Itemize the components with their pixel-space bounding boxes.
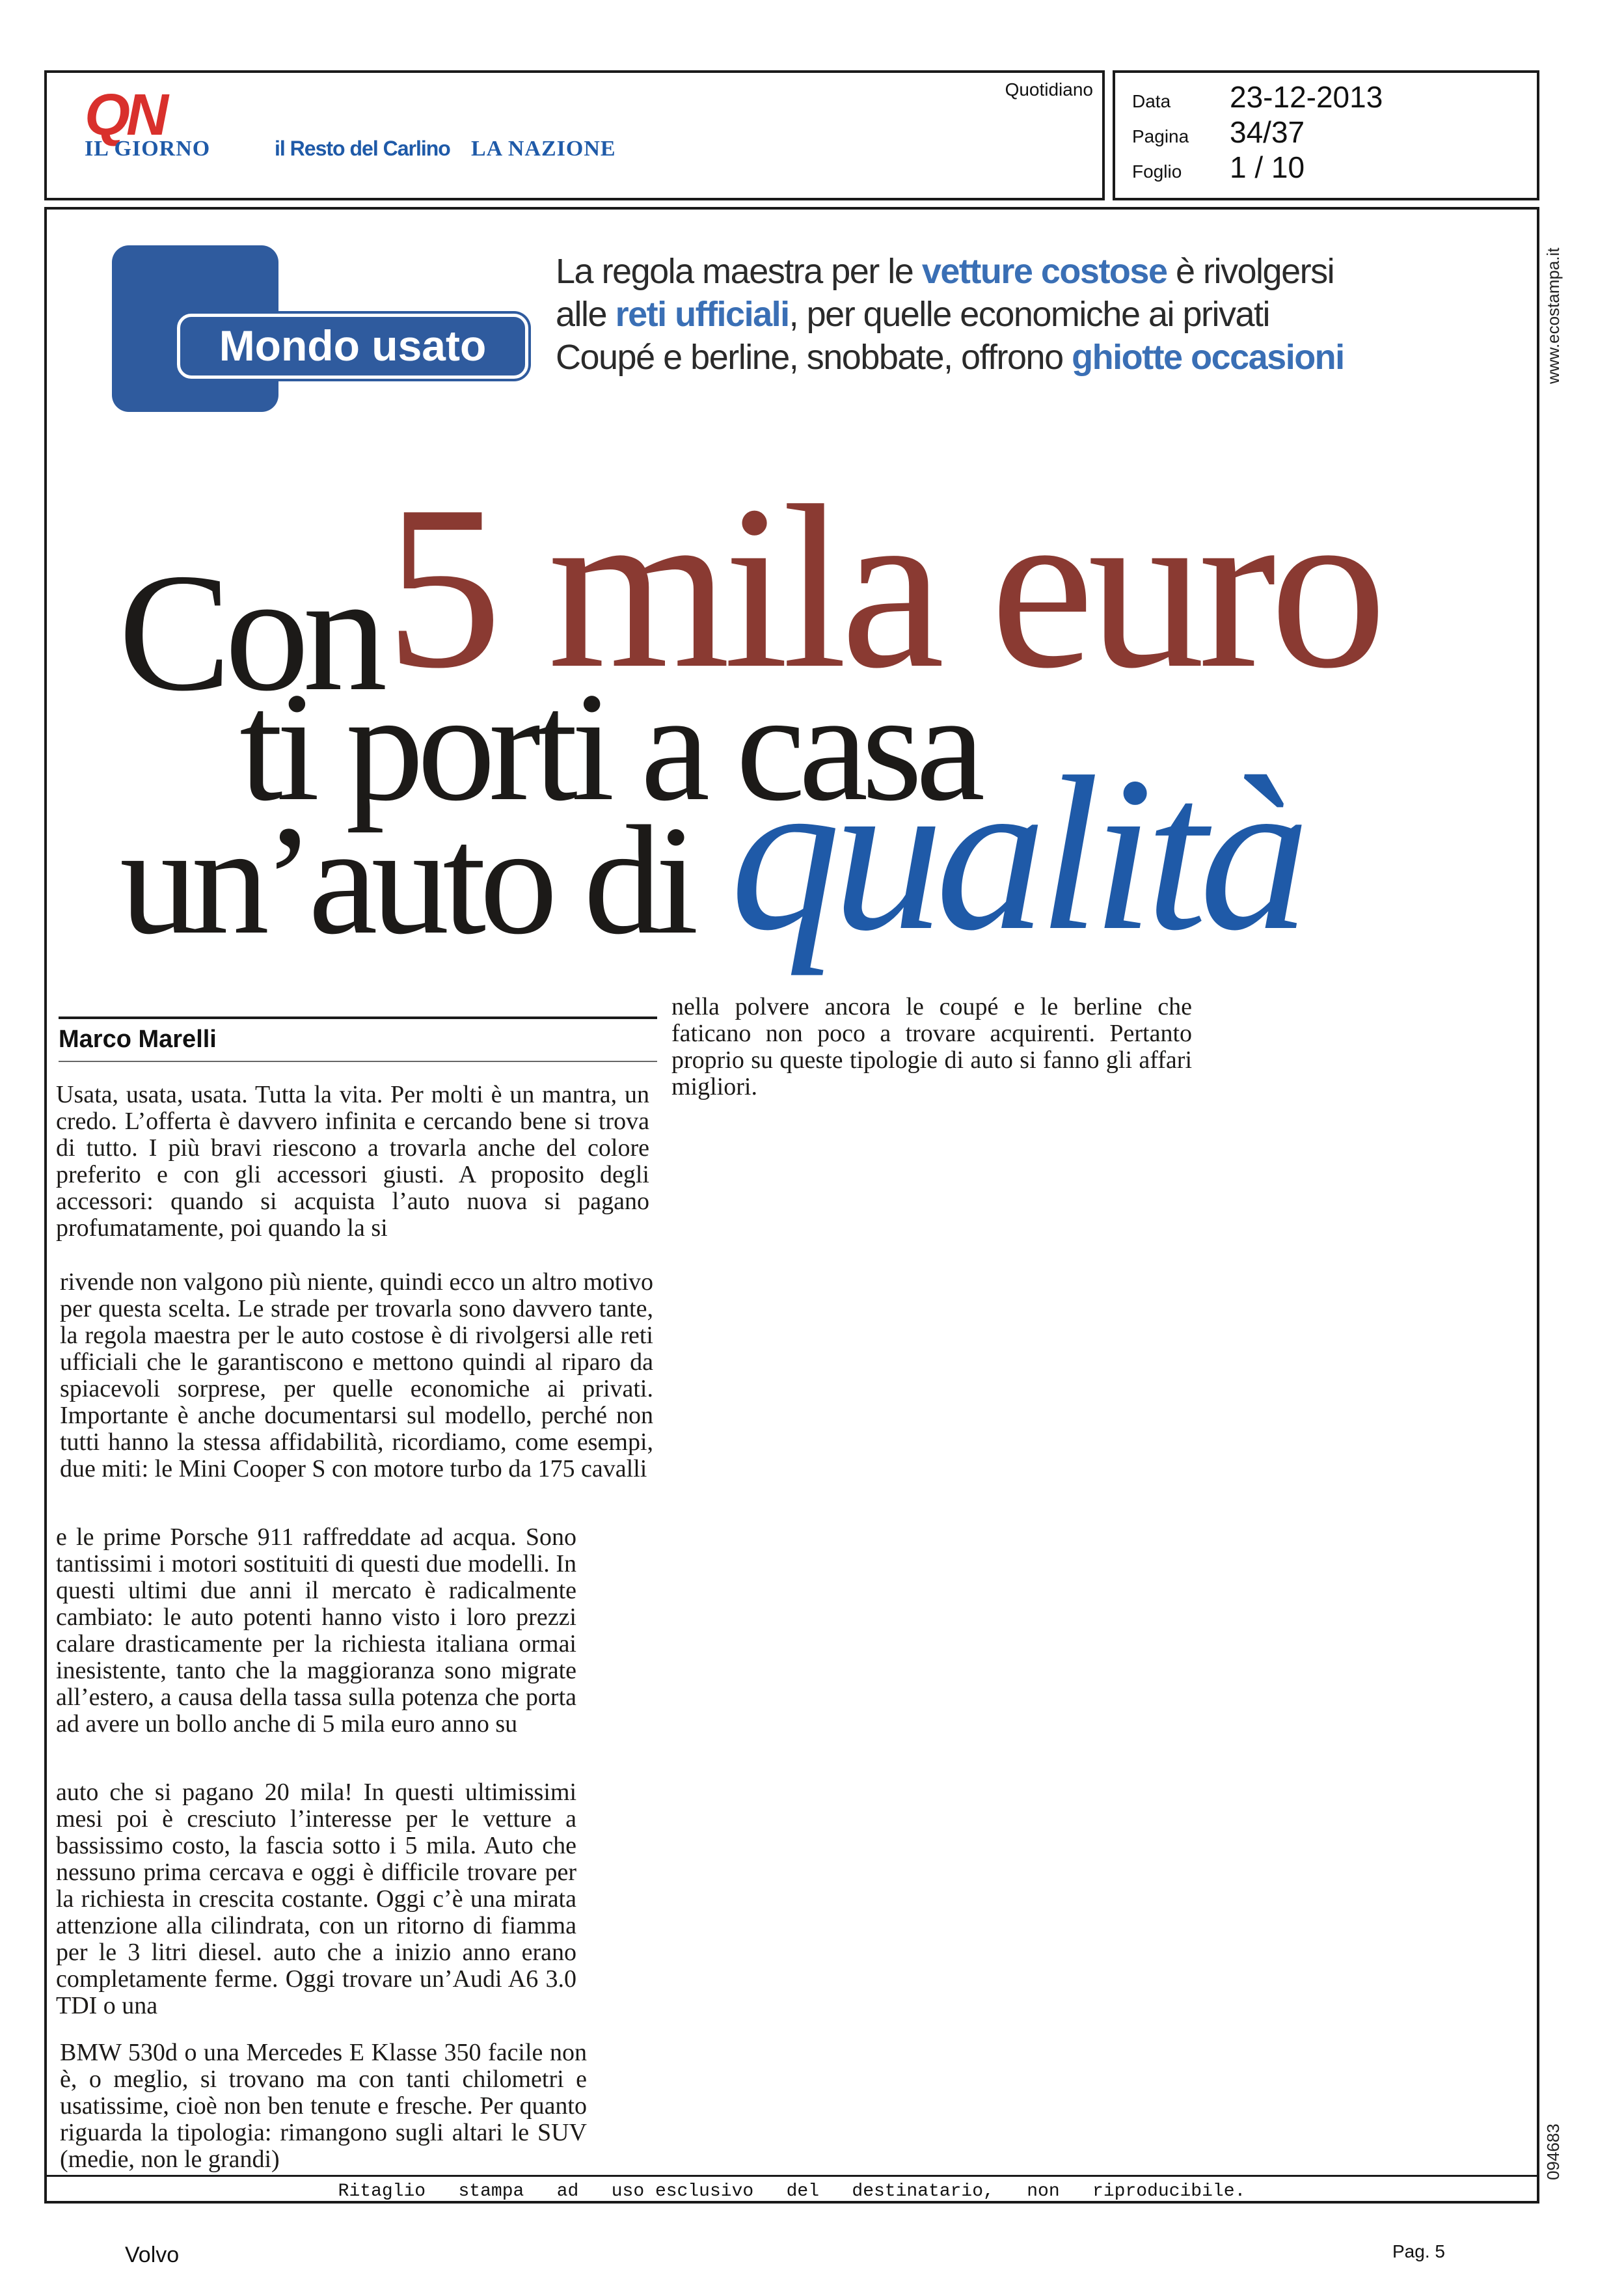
article-paragraph-2: rivende non valgono più niente, quindi ecco un altro motivo per questa scelta. Le strade per trovarla sono davvero tante, la regola maestra per le auto costose è di rivolgersi alle reti ufficiali che le garantiscono e mettono quindi al riparo da spiacevoli sorprese, per quelle economiche ai privati. Importante è anche documentarsi sul modello, perché non tutti hanno la stessa affidabilità, ricordiamo, come esempi, due miti: le Mini Cooper S con motore turbo da 175 cavalli	[60, 1268, 653, 1482]
reproduction-notice: Ritaglio stampa ad uso esclusivo del destinatario, non riproducibile.	[338, 2181, 1246, 2202]
side-code: 094683	[1543, 2123, 1563, 2180]
publication-il-giorno: IL GIORNO	[85, 137, 211, 161]
meta-page-label: Pagina	[1132, 126, 1189, 146]
headline-line-2: ti porti a casa	[239, 660, 979, 833]
article-paragraph-5: BMW 530d o una Mercedes E Klasse 350 facile non è, o meglio, si trovano ma con tanti chilometri e usatissime, cioè non ben tenute e fresche. Per quanto riguarda la tipologia: rimangono sugli altari le SUV (medie, non le grandi)	[60, 2039, 587, 2173]
qn-logo: QN	[85, 83, 165, 148]
subtitle-line-3: Coupé e berline, snobbate, offrono ghiotte occasioni	[556, 338, 1344, 377]
article-box	[44, 207, 1539, 2204]
side-website: www.ecostampa.it	[1543, 247, 1563, 384]
article-paragraph-4: auto che si pagano 20 mila! In questi ultimissimi mesi poi è cresciuto l’interesse per le vetture a bassissimo costo, la fascia sotto i 5 mila. Auto che nessuno prima cercava e oggi è difficile trovare per la richiesta in crescita costante. Oggi c’è una mirata attenzione alla cilindrata, con un ritorno di fiamma per le 3 litri diesel. auto che a inizio anno erano completamente ferme. Oggi trovare un’Audi A6 3.0 TDI o una	[56, 1779, 576, 2019]
footer-brand: Volvo	[125, 2243, 180, 2267]
article-paragraph-6: nella polvere ancora le coupé e le berline che faticano non poco a trovare acquirenti. Pertanto proprio su queste tipologie di auto si fanno gli affari migliori.	[671, 993, 1192, 1100]
footer-rule	[47, 2175, 1537, 2177]
meta-page-row	[1132, 115, 1305, 150]
publication-la-nazione: LA NAZIONE	[471, 137, 616, 161]
footer-page-number: Pag. 5	[1392, 2241, 1445, 2261]
meta-sheet-label: Foglio	[1132, 161, 1182, 182]
meta-sheet-row	[1132, 150, 1305, 185]
byline-rule-top	[59, 1017, 657, 1019]
byline-rule-bottom	[59, 1061, 657, 1062]
section-badge: Mondo usato	[177, 314, 528, 379]
meta-sheet-value: 1 / 10	[1230, 150, 1305, 184]
header-meta-box	[1113, 70, 1539, 200]
headline-line-3: un’auto di	[120, 793, 692, 966]
meta-date-value: 23-12-2013	[1230, 80, 1383, 114]
headline-con: Con	[118, 539, 381, 726]
header-publication-box	[44, 70, 1105, 200]
meta-page-value: 34/37	[1230, 115, 1305, 149]
article-paragraph-1: Usata, usata, usata. Tutta la vita. Per molti è un mantra, un credo. L’offerta è davvero infinita e cercando bene si trova di tutto. I più bravi riescono a trovarla anche del colore preferito e con gli accessori giusti. A proposito degli accessori: quando si acquista l’auto nuova si pagano profumatamente, poi quando la si	[56, 1081, 649, 1242]
headline-qualita: qualità	[730, 731, 1303, 976]
article-paragraph-3: e le prime Porsche 911 raffreddate ad acqua. Sono tantissimi i motori sostituiti di questi due modelli. In questi ultimi due anni il mercato è radicalmente cambiato: le auto potenti hanno visto i loro prezzi calare drasticamente per la richiesta italiana ormai inesistente, tanto che la maggioranza sono migrate all’estero, a causa della tassa sulla potenza che porta ad avere un bollo anche di 5 mila euro anno su	[56, 1523, 576, 1738]
publication-resto-del-carlino: il Resto del Carlino	[275, 137, 450, 160]
meta-date-label: Data	[1132, 91, 1171, 111]
publication-type: Quotidiano	[1005, 79, 1093, 100]
headline-amount: 5 mila euro	[385, 457, 1381, 716]
subtitle-line-1: La regola maestra per le vetture costose è rivolgersi	[556, 252, 1334, 291]
meta-date-row	[1132, 79, 1383, 115]
author-byline: Marco Marelli	[59, 1026, 217, 1053]
subtitle-line-2: alle reti ufficiali, per quelle economiche ai privati	[556, 295, 1270, 334]
